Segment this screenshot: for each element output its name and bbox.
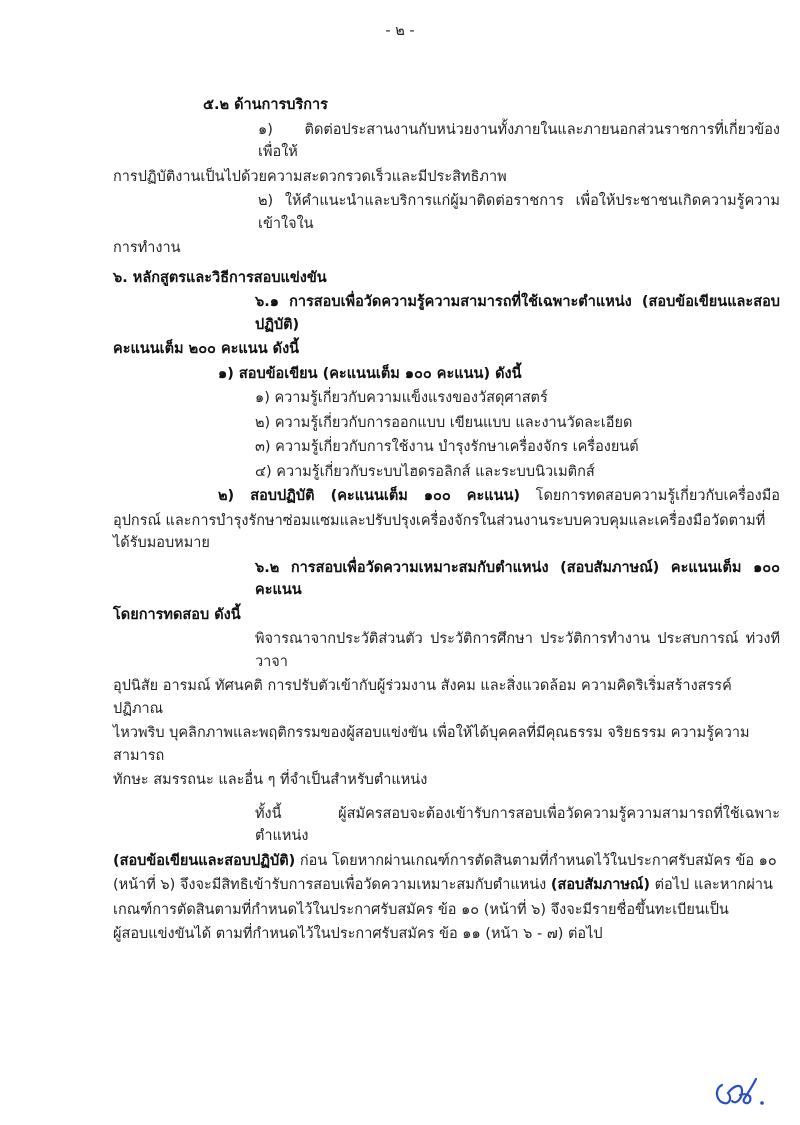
practical-exam-line	[113, 485, 780, 508]
text-bold: (สอบข้อเขียนและสอบปฏิบัติ)	[113, 852, 296, 869]
text-line: การทำงาน	[113, 240, 181, 256]
text-line: อุปกรณ์ และการบำรุงรักษาซ่อมแซมและปรับปรุงเครื่องจักรในส่วนงานระบบควบคุมและเครื่องมือวัดตามที่ได้รับมอบหมาย	[113, 512, 766, 551]
section-6-1-heading: ๖.๑ การสอบเพื่อวัดความรู้ความสามารถที่ใช้เฉพาะตำแหน่ง (สอบข้อเขียนและสอบปฏิบัติ)	[255, 294, 780, 333]
text-segment: ต่อไป และหากผ่าน	[654, 877, 773, 893]
text-line: ทักษะ สมรรถนะ และอื่น ๆ ที่จำเป็นสำหรับตำแหน่ง	[113, 772, 428, 788]
signature-initials	[712, 1075, 772, 1111]
text-line: การปฏิบัติงานเป็นไปด้วยความสะดวกรวดเร็วและมีประสิทธิภาพ	[113, 168, 507, 185]
list-item: ๓) ความรู้เกี่ยวกับการใช้งาน บำรุงรักษาเครื่องจักร เครื่องยนต์	[255, 439, 639, 455]
text-segment: โดยการทดสอบความรู้เกี่ยวกับเครื่องมือ	[535, 488, 781, 504]
section-6-1-heading-cont: คะแนนเต็ม ๒๐๐ คะแนน ดังนี้	[113, 341, 300, 357]
list-item: ๑) ความรู้เกี่ยวกับความแข็งแรงของวัสดุศาสตร์	[255, 390, 548, 406]
text-line: ๒) ให้คำแนะนำและบริการแก่ผู้มาติดต่อราชการ เพื่อให้ประชาชนเกิดความรู้ความเข้าใจใน	[258, 193, 780, 232]
section-6-2-heading-cont: โดยการทดสอบ ดังนี้	[113, 606, 241, 623]
text-line: ผู้สอบแข่งขันได้ ตามที่กำหนดไว้ในประกาศรับสมัคร ข้อ ๑๑ (หน้า ๖ - ๗) ต่อไป	[113, 926, 603, 942]
text-line	[113, 874, 780, 897]
text-line: ทั้งนี้ ผู้สมัครสอบจะต้องเข้ารับการสอบเพื่อวัดความรู้ความสามารถที่ใช้เฉพาะตำแหน่ง	[255, 805, 780, 844]
text-segment: ก่อน โดยหากผ่านเกณฑ์การตัดสินตามที่กำหนดไว้ในประกาศรับสมัคร ข้อ ๑๐	[299, 852, 777, 869]
section-6-2-heading: ๖.๒ การสอบเพื่อวัดความเหมาะสมกับตำแหน่ง (สอบสัมภาษณ์) คะแนนเต็ม ๑๐๐ คะแนน	[255, 559, 780, 598]
text-bold: (สอบสัมภาษณ์)	[550, 877, 650, 893]
text-line: อุปนิสัย อารมณ์ ทัศนคติ การปรับตัวเข้ากับผู้ร่วมงาน สังคม และสิ่งแวดล้อม ความคิดริเริ่มสร้างสรรค์ ปฏิภาณ	[113, 678, 732, 717]
section-5-2-heading: ๕.๒ ด้านการบริการ	[203, 97, 328, 113]
list-item: ๒) ความรู้เกี่ยวกับการออกแบบ เขียนแบบ และงานวัดละเอียด	[255, 414, 633, 431]
page-number: - ๒ -	[385, 23, 415, 39]
practical-exam-heading: ๒) สอบปฏิบัติ (คะแนนเต็ม ๑๐๐ คะแนน)	[218, 488, 521, 504]
text-line: ไหวพริบ บุคลิกภาพและพฤติกรรมของผู้สอบแข่งขัน เพื่อให้ได้บุคคลที่มีคุณธรรม จริยธรรม ความรู้ความสามารถ	[113, 725, 750, 764]
text-segment: (หน้าที่ ๖) จึงจะมีสิทธิเข้ารับการสอบเพื่อวัดความเหมาะสมกับตำแหน่ง	[113, 877, 547, 893]
text-line: พิจารณาจากประวัติส่วนตัว ประวัติการศึกษา ประวัติการทำงาน ประสบการณ์ ท่วงทีวาจา	[255, 631, 780, 670]
text-line	[113, 850, 780, 873]
section-6-heading: ๖. หลักสูตรและวิธีการสอบแข่งขัน	[113, 269, 327, 286]
written-exam-heading: ๑) สอบข้อเขียน (คะแนนเต็ม ๑๐๐ คะแนน) ดังนี้	[218, 365, 522, 382]
text-line: เกณฑ์การตัดสินตามที่กำหนดไว้ในประกาศรับสมัคร ข้อ ๑๐ (หน้าที่ ๖) จึงจะมีรายชื่อขึ้นทะเบียนเป็น	[113, 901, 729, 918]
list-item: ๔) ความรู้เกี่ยวกับระบบไฮดรอลิกส์ และระบบนิวเมติกส์	[255, 463, 595, 480]
text-line: ๑) ติดต่อประสานงานกับหน่วยงานทั้งภายในและภายนอกส่วนราชการที่เกี่ยวข้อง เพื่อให้	[258, 121, 780, 160]
